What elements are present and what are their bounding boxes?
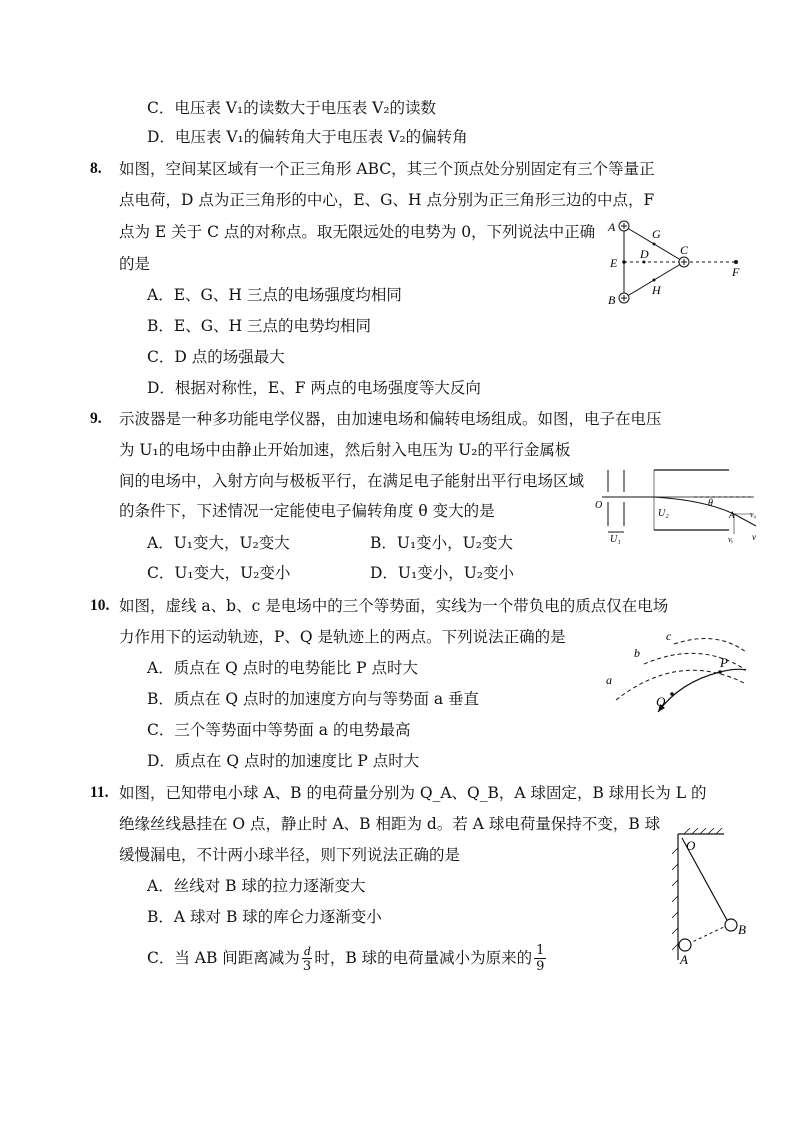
- q8-option-c: C．D 点的场强最大: [147, 348, 285, 366]
- q11-label-B: B: [738, 922, 746, 937]
- q10-equipotential-figure: [600, 630, 750, 720]
- q8-option-d: D．根据对称性，E、F 两点的电场强度等大反向: [147, 379, 481, 397]
- q9-label-v: v: [752, 532, 756, 542]
- q11-option-a: A．丝线对 B 球的拉力逐渐变大: [147, 877, 366, 895]
- q9-label-A: A: [729, 510, 735, 520]
- q11-frac1-numerator: d: [303, 942, 311, 958]
- q11-fraction-d-over-3: [302, 943, 313, 974]
- q9-label-U2: U₂: [658, 508, 669, 519]
- q8-stem-line4: 的是: [119, 255, 151, 273]
- q8-label-E: E: [610, 256, 618, 270]
- q10-option-c: C．三个等势面中等势面 a 的电势最高: [147, 721, 411, 739]
- q10-stem-line2: 力作用下的运动轨迹，P、Q 是轨迹上的两点。下列说法正确的是: [119, 628, 566, 646]
- q9-label-vy: vᵧ: [728, 535, 734, 544]
- q8-option-b: B．E、G、H 三点的电势均相同: [147, 317, 372, 335]
- q10-number: 10.: [90, 597, 110, 614]
- q11-stem-line1: 如图，已知带电小球 A、B 的电荷量分别为 Q_A、Q_B，A 球固定，B 球用长为 L 的: [119, 784, 707, 802]
- q9-label-O: O: [595, 500, 603, 511]
- q9-option-b: B．U₁变小，U₂变大: [370, 534, 513, 552]
- q10-label-b: b: [634, 646, 640, 660]
- q9-option-d: D．U₁变小，U₂变小: [370, 564, 514, 582]
- q10-label-c: c: [666, 630, 672, 643]
- q11-option-c-text2: 时，B 球的电荷量减小为原来的: [314, 949, 533, 967]
- q11-stem-line3: 缓慢漏电，不计两小球半径，则下列说法正确的是: [119, 846, 461, 864]
- q7-option-d: D．电压表 V₁的偏转角大于电压表 V₂的偏转角: [147, 128, 468, 146]
- q9-label-v0: v₀: [750, 510, 757, 519]
- q9-label-U1: U₁: [610, 534, 621, 545]
- q8-label-F: F: [732, 265, 740, 279]
- q8-label-D: D: [640, 247, 649, 261]
- q11-frac2-numerator: 1: [536, 942, 545, 958]
- q10-option-b: B．质点在 Q 点时的加速度方向与等势面 a 垂直: [147, 690, 480, 708]
- q9-stem-line3: 间的电场中，入射方向与极板平行，在满足电子能射出平行电场区域: [119, 472, 585, 490]
- q9-option-c: C．U₁变大，U₂变小: [147, 564, 291, 582]
- q9-stem-line4: 的条件下，下述情况一定能使电子偏转角度 θ 变大的是: [119, 502, 495, 520]
- q8-stem-line1: 如图，空间某区域有一个正三角形 ABC，其三个顶点处分别固定有三个等量正: [119, 160, 655, 178]
- q8-triangle-charge-figure: [600, 216, 760, 306]
- q9-number: 9.: [90, 410, 102, 427]
- q10-option-d: D．质点在 Q 点时的加速度比 P 点时大: [147, 752, 420, 770]
- q10-label-P: P: [720, 655, 728, 670]
- q11-number: 11.: [90, 784, 109, 801]
- q11-label-O: O: [686, 838, 696, 853]
- q8-label-G: G: [652, 227, 661, 241]
- q11-option-b: B．A 球对 B 球的库仑力逐渐变小: [147, 908, 382, 926]
- q9-option-a: A．U₁变大，U₂变大: [147, 534, 290, 552]
- q8-option-a: A．E、G、H 三点的电场强度均相同: [147, 286, 402, 304]
- q10-stem-line1: 如图，虚线 a、b、c 是电场中的三个等势面，实线为一个带负电的质点仅在电场: [119, 597, 669, 615]
- q11-label-A: A: [680, 952, 688, 967]
- q8-stem-line2: 点电荷，D 点为正三角形的中心，E、G、H 点分别为正三角形三边的中点，F: [119, 191, 655, 209]
- q11-frac2-denominator: 9: [536, 958, 545, 974]
- q11-option-c: [147, 938, 548, 978]
- q10-label-Q: Q: [656, 694, 666, 709]
- q11-frac1-denominator: 3: [302, 958, 312, 974]
- q8-label-B: B: [608, 293, 616, 306]
- q11-option-c-text1: C．当 AB 间距离减为: [147, 949, 300, 967]
- q11-pendulum-figure: [664, 828, 774, 968]
- q9-stem-line2: 为 U₁的电场中由静止开始加速，然后射入电压为 U₂的平行金属板: [119, 441, 571, 459]
- q8-label-H: H: [652, 283, 661, 297]
- q9-oscilloscope-figure: [594, 462, 764, 547]
- q11-stem-line2: 绝缘丝线悬挂在 O 点，静止时 A、B 相距为 d。若 A 球电荷量保持不变，B 球: [119, 815, 661, 833]
- q8-label-A: A: [608, 220, 616, 234]
- q7-option-c: C．电压表 V₁的读数大于电压表 V₂的读数: [147, 99, 437, 117]
- q8-label-C: C: [680, 243, 689, 257]
- q9-label-theta: θ: [708, 498, 713, 509]
- q10-label-a: a: [606, 673, 612, 687]
- q9-stem-line1: 示波器是一种多功能电学仪器，由加速电场和偏转电场组成。如图，电子在电压: [119, 410, 662, 428]
- q8-stem-line3: 点为 E 关于 C 点的对称点。取无限远处的电势为 0，下列说法中正确: [119, 223, 596, 241]
- q8-number: 8.: [90, 160, 102, 177]
- q10-option-a: A．质点在 Q 点时的电势能比 P 点时大: [147, 659, 419, 677]
- q11-fraction-1-over-9: [534, 943, 546, 974]
